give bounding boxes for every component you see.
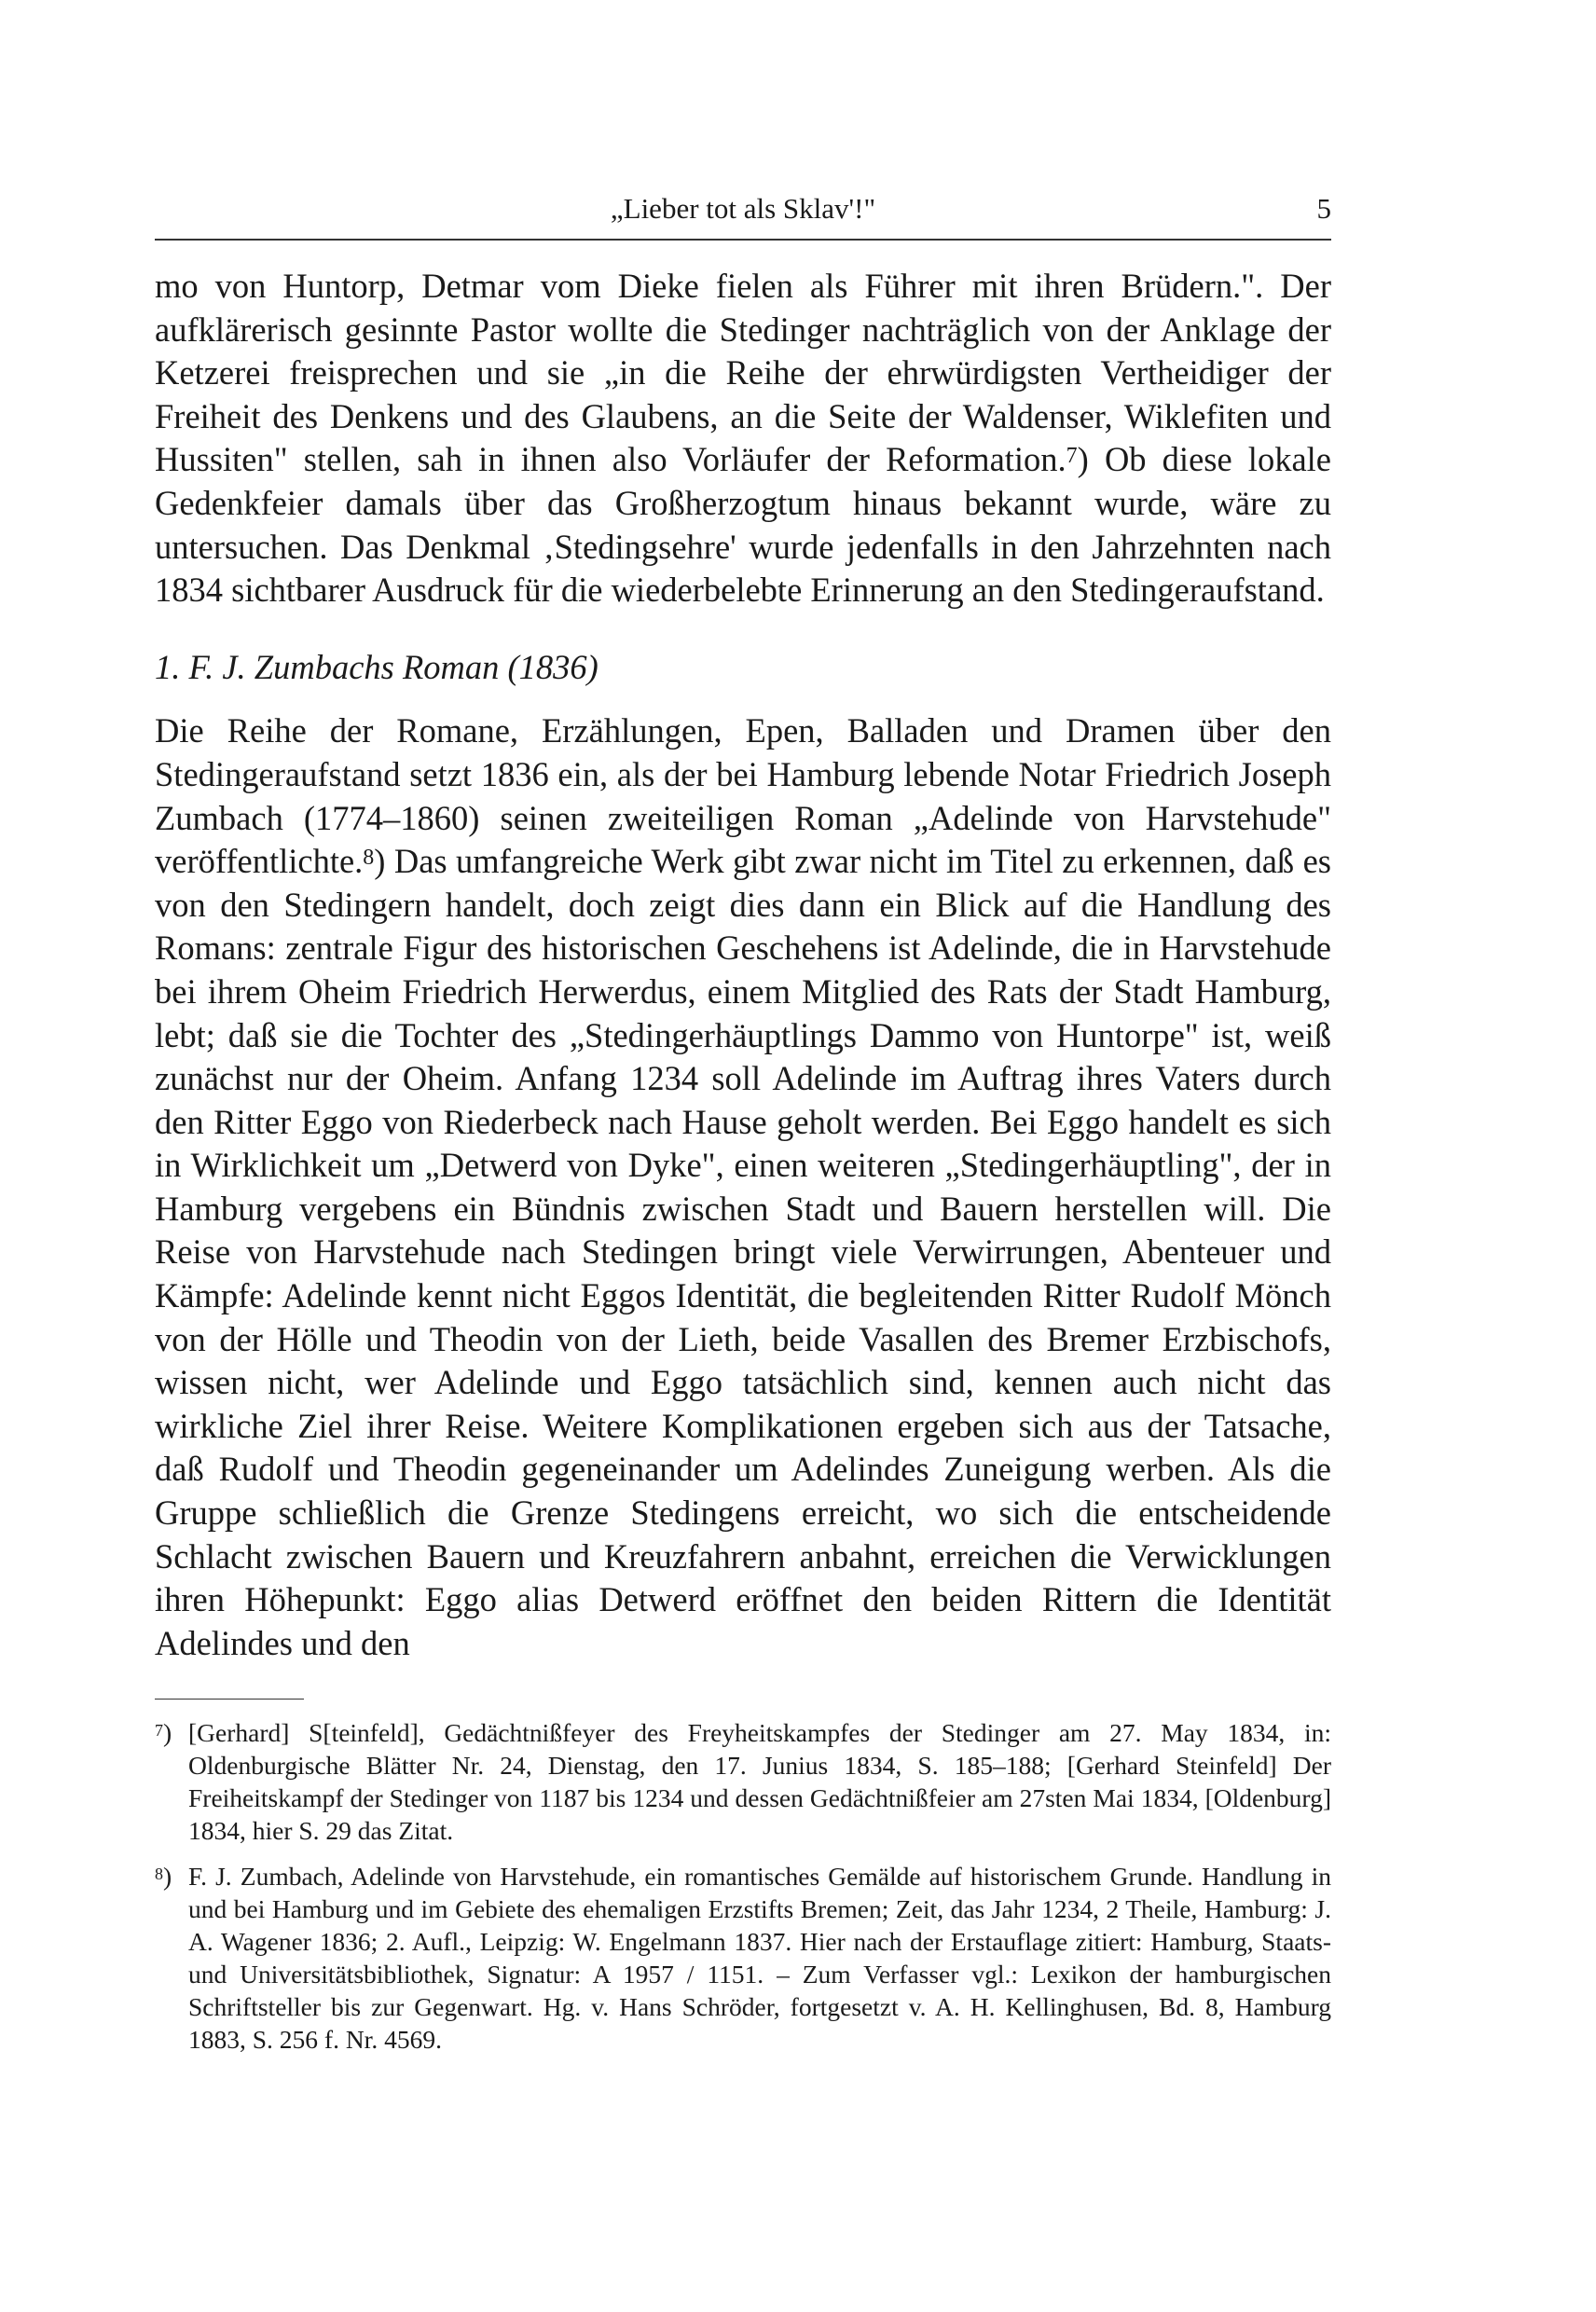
footnotes — [155, 1716, 1331, 2056]
paragraph-1-text-cont: ) Ob diese lokale Gedenkfeier damals über das Großherzogtum hinaus bekannt wurde, wäre zu untersuchen. Das Denkmal ‚Stedingsehre' wurde jedenfalls in den Jahrzehnten nach 1834 sichtbarer Ausdruck für die wiederbelebte Erinnerung an den Stedingeraufstand. — [155, 440, 1331, 610]
running-title: „Lieber tot als Sklav'!" — [610, 192, 876, 225]
page-number: 5 — [1316, 192, 1331, 225]
footnote-text: [Gerhard] S[teinfeld], Gedächtnißfeyer des Freyheitskampfes der Stedinger am 27. May 1834, in: Oldenburgische Blätter Nr. 24, Dienstag, den 17. Junius 1834, S. 185–188; [Gerhard Steinfeld] Der Freiheitskampf der Stedinger von 1187 bis 1234 und dessen Gedächtnißfeier am 27sten Mai 1834, [Oldenburg] 1834, hier S. 29 das Zitat. — [188, 1718, 1331, 1846]
footnote-mark: $^8$) — [155, 1862, 172, 1892]
footnote-7 — [155, 1716, 1331, 1847]
footnote-text: F. J. Zumbach, Adelinde von Harvstehude, ein romantisches Gemälde auf historischem Grunde. Handlung in und bei Hamburg und im Gebiete des ehemaligen Erzstifts Bremen; Zeit, das Jahr 1234, 2 Theile, Hamburg: J. A. Wagener 1836; 2. Aufl., Leipzig: W. Engelmann 1837. Hier nach der Erstauflage zitiert: Hamburg, Staats- und Universitätsbibliothek, Signatur: A 1957 / 1151. – Zum Verfasser vgl.: Lexikon der hamburgischen Schriftsteller bis zur Gegenwart. Hg. v. Hans Schröder, fortgesetzt v. A. H. Kellinghusen, Bd. 8, Hamburg 1883, S. 256 f. Nr. 4569. — [188, 1862, 1331, 2055]
body-text — [155, 265, 1331, 1665]
footnote-mark: $^7$) — [155, 1718, 172, 1748]
paragraph-2-text: Die Reihe der Romane, Erzählungen, Epen, Balladen und Dramen über den Stedingeraufstand setzt 1836 ein, als der bei Hamburg lebende Notar Friedrich Joseph Zumbach (1774–1860) seinen zweiteiligen Roman „Adelinde von Harvstehude" veröffentlichte. — [155, 711, 1331, 881]
footnote-divider — [155, 1699, 304, 1700]
paragraph-2 — [155, 709, 1331, 1665]
book-page — [155, 183, 1331, 2069]
paragraph-2-text-cont: ) Das umfangreiche Werk gibt zwar nicht im Titel zu erkennen, daß es von den Stedingern handelt, doch zeigt dies dann ein Blick auf die Handlung des Romans: zentrale Figur des historischen Geschehens ist Adelinde, die in Harvstehude bei ihrem Oheim Friedrich Herwerdus, einem Mitglied des Rats der Stadt Hamburg, lebt; daß sie die Tochter des „Stedingerhäuptlings Dammo von Huntorpe" ist, weiß zunächst nur der Oheim. Anfang 1234 soll Adelinde im Auftrag ihres Vaters durch den Ritter Eggo von Riederbeck nach Hause geholt werden. Bei Eggo handelt es sich in Wirklichkeit um „Detwerd von Dyke", einen weiteren „Stedingerhäuptling", der in Hamburg vergebens ein Bündnis zwischen Stadt und Bauern herstellen will. Die Reise von Harvstehude nach Stedingen bringt viele Verwirrungen, Abenteuer und Kämpfe: Adelinde kennt nicht Eggos Identität, die begleitenden Ritter Rudolf Mönch von der Hölle und Theodin von der Lieth, beide Vasallen des Bremer Erzbischofs, wissen nicht, wer Adelinde und Eggo tatsächlich sind, kennen auch nicht das wirkliche Ziel ihrer Reise. Weitere Komplikationen ergeben sich aus der Tatsache, daß Rudolf und Theodin gegeneinander um Adelindes Zuneigung werben. Als die Gruppe schließlich die Grenze Stedingens erreicht, wo sich die entscheidende Schlacht zwischen Bauern und Kreuzfahrern anbahnt, erreichen die Verwicklungen ihren Höhepunkt: Eggo alias Detwerd eröffnet den beiden Rittern die Identität Adelindes und den — [155, 842, 1331, 1662]
footnote-ref-8[interactable]: 8 — [363, 846, 375, 871]
section-heading: 1. F. J. Zumbachs Roman (1836) — [155, 647, 598, 686]
footnote-8 — [155, 1860, 1331, 2056]
paragraph-1-text: mo von Huntorp, Detmar vom Dieke fielen als Führer mit ihren Brüdern.". Der aufklärerisch gesinnte Pastor wollte die Stedinger nachträglich von der Anklage der Ketzerei freisprechen und sie „in die Reihe der ehrwürdigsten Vertheidiger der Freiheit des Denkens und des Glaubens, an die Seite der Waldenser, Wiklefiten und Hussiten" stellen, sah in ihnen also Vorläufer der Reformation. — [155, 267, 1331, 479]
running-head — [155, 183, 1331, 241]
footnote-ref-7[interactable]: 7 — [1066, 444, 1078, 469]
paragraph-1 — [155, 265, 1331, 612]
